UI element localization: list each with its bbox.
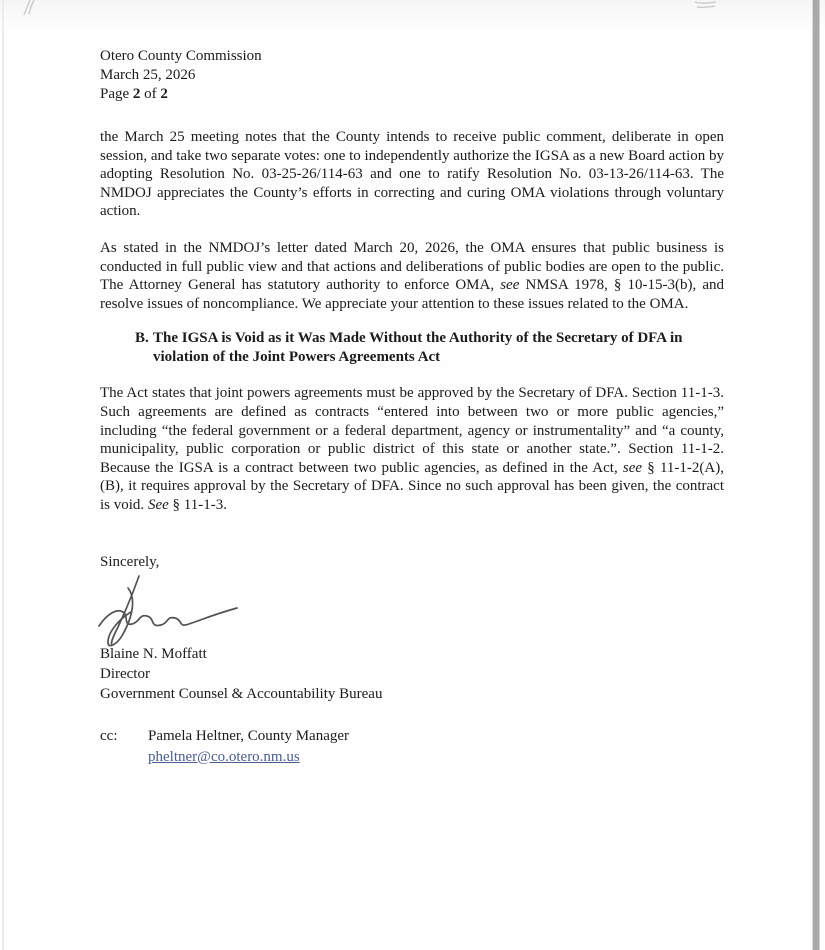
section-heading-b-label: B. (135, 330, 149, 347)
citation-see: see (500, 277, 520, 294)
page-number-total: 2 (160, 86, 168, 102)
handwritten-signature-icon (95, 572, 245, 648)
letter-header (100, 47, 724, 104)
body-paragraph-1: the March 25 meeting notes that the County intends to receive public comment, deliberate in open session, and take two separate votes: one to independently authorize the IGSA as a new Board action by adopting Resolution No. 03-25-26/114-63 and one to ratify Resolution No. 03-13-26/114-63. The NMDOJ appreciates the County’s efforts in correcting and curing OMA violations through voluntary action. (100, 129, 724, 220)
header-recipient: Otero County Commission (100, 48, 262, 64)
signer-organization: Government Counsel & Accountability Bureau (100, 685, 383, 702)
citation-see-2: see (622, 459, 643, 476)
section-heading-b (135, 329, 724, 367)
cc-block (100, 726, 724, 768)
signer-block (100, 644, 724, 704)
body-paragraph-3: The Act states that joint powers agreements must be approved by the Secretary of DFA. Section 11-1-3. Such agreements are defined as contracts “entered into between two or more public agencies,” including “the federal government or a federal department, agency or instrumentality” and “a county, municipality, public corporation or public district of this state or another state.”. Section 11-1-2. Because the IGSA is a contract between two public agencies, as defined in the Act, see § 11-1-2(A), (B), it requires approval by the Secretary of DFA. Since no such approval has been given, the contract is void. See § 11-1-3. (100, 385, 724, 513)
cc-recipient: Pamela Heltner, County Manager (148, 727, 350, 744)
closing-salutation: Sincerely, (100, 553, 160, 570)
signature-image (95, 572, 724, 644)
cc-lines (148, 726, 349, 768)
cc-email-link[interactable]: pheltner@co.otero.nm.us (148, 748, 300, 765)
body-paragraph-2: As stated in the NMDOJ’s letter dated March 20, 2026, the OMA ensures that public business is conducted in full public view and that actions and deliberations of public bodies are open to the public. The Attorney General has statutory authority to enforce OMA, see NMSA 1978, § 10-15-3(b), and resolve issues of noncompliance. We appreciate your attention to these issues related to the OMA. (100, 239, 725, 312)
signer-title: Director (100, 665, 150, 682)
page-number-current: 2 (132, 86, 141, 102)
signer-name: Blaine N. Moffatt (100, 645, 207, 662)
header-page-indicator: Page 2 of 2 (100, 86, 168, 102)
header-date: March 25, 2026 (100, 67, 196, 83)
citation-see-3: See (147, 496, 169, 513)
section-heading-b-text: The IGSA is Void as it Was Made Without the Authority of the Secretary of DFA in violation of the Joint Powers Agreements Act (153, 330, 683, 366)
cc-label: cc: (100, 727, 118, 744)
